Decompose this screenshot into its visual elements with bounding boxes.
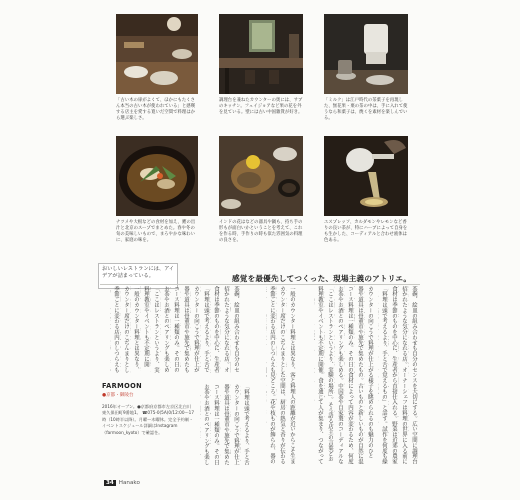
caption-3: 「ミルク」は江戸時代の茶菓子を再現した、無花果・栗の茶の中は、手に入れて使うなら和菓子は、焼くを素材を楽しんでいる。 bbox=[324, 98, 408, 121]
text-column: コース料理は一種類のみ。その日の食材によって内容が変わるため、何度 bbox=[347, 286, 353, 465]
text-column: 招かれたような気分になれる店。オ bbox=[223, 286, 229, 373]
caption-5: インドの花はなどの器具や鍋も、持ち手の形もが面白いかということを考えて、これを作る時、手作りの時も似た雰囲気の料理の良さを。 bbox=[219, 220, 303, 243]
text-column: カウンター席だけのこぢんまりとした空間は、厨房の熱気と香りが伝わる bbox=[279, 286, 285, 465]
text-column: お茶やお酒とのペアリングも楽しめ bbox=[163, 286, 169, 373]
text-column: 器や道具は骨董市や旅先で集めた bbox=[223, 384, 229, 465]
text-column: カウンターの向こうで料理が仕上 bbox=[233, 384, 239, 465]
shop-location: ●京都・御陵台 bbox=[102, 393, 134, 398]
text-column: コース料理は一種類のみ。その日の bbox=[173, 286, 179, 373]
text-column: 食材は季節のものを中心に、生産者 bbox=[213, 286, 219, 373]
page-folio bbox=[104, 480, 140, 486]
photo-teapot bbox=[324, 14, 408, 94]
text-column: 器や道具は骨董市や旅先で集めたもの。古いものと新しいものが自然に混 bbox=[357, 286, 363, 465]
text-column: 料理教室やイベントも不定期に開 bbox=[143, 286, 149, 367]
text-column: 料理教室やイベントも不定期に開催。食を通じて人が集まり、つながって bbox=[317, 286, 323, 465]
text-column: 茶碗、絵皿の組み合わせも自分のセ bbox=[233, 286, 239, 373]
text-column: カウンター席だけのこぢんまりとし bbox=[123, 286, 129, 373]
headline-rule bbox=[100, 284, 420, 285]
photo-dishes bbox=[219, 136, 303, 216]
photo-wooden-table bbox=[116, 14, 198, 94]
page-number: 34 bbox=[106, 480, 114, 486]
magazine-name: Hanako bbox=[118, 480, 140, 486]
caption-4: ナツメや大根などの食材を加え、鰹の出汁と北京のスープでまとめた。春や冬の旬の美味しいもので、まろやかな味わいに、家庭の味を。 bbox=[116, 220, 196, 243]
text-column: 茶碗、絵皿の組み合わせも自分のセンスを大切にする。広い空間に調理台 bbox=[411, 286, 417, 465]
text-column: 器や道具は骨董市や旅先で集めたも bbox=[183, 286, 189, 373]
photo-soup-bowl bbox=[116, 136, 198, 216]
shop-details: 2016年オープン。●京都府京都市左京区北白川東久保田町9番地1。 ☎075-0(5A)0/12:00〜17時（10時半以降）。月曜〜木曜休。完全予約制・イベントスケジュール詳細はInstagram（farmoon_kyoto）で確認を。 bbox=[102, 404, 194, 435]
tagline-box: おいしいレストランには、アイデアが詰まっている。 bbox=[98, 263, 178, 289]
text-column: カウンターの向こうで料理が仕上がる様子を眺められるのも魅力のひと bbox=[367, 286, 373, 459]
text-column: お茶やお酒とのペアリングも楽しめる。中国茶や自家製のコーディアルな bbox=[337, 286, 343, 465]
text-column: 「料理は頭で考えるより、手と舌 bbox=[243, 384, 249, 465]
text-column: 招かれたような気分になれる店。オーナーシェフは料理の世界に入る前に bbox=[401, 286, 407, 465]
text-column: 季節ごとに変わる店内のしつらえも見どころ。花や枝ものが飾られ、器の bbox=[269, 286, 275, 465]
text-column: コース料理は一種類のみ。その日 bbox=[213, 384, 219, 465]
text-column: 「ここはレストランというより、実 bbox=[153, 286, 159, 373]
text-column: お茶やお酒とのペアリングも楽し bbox=[203, 384, 209, 465]
article-headline: 感覚を最優先してつくった、現場主義のアトリエ。 bbox=[232, 274, 412, 283]
shop-name: FARMOON bbox=[102, 382, 143, 390]
text-column: 「ここはレストランというより、実験の場所」。そう語る店主の言葉どお bbox=[327, 286, 333, 462]
text-column: 「料理は頭で考えるより、手と舌で bbox=[203, 286, 209, 373]
text-column: 「料理は頭で考えるより、手と舌で覚えるもの」と話す。試作を何度も繰 bbox=[381, 286, 387, 465]
photo-counter bbox=[219, 14, 303, 94]
text-column: 食材は季節のものを中心に、生産者から直接仕入れる。野菜は近郊の農家 bbox=[391, 286, 397, 465]
caption-2: 調理台を兼ねたカウンターの奥には、サブのキッチン。フェイジョアなど果の花を外を見ている。壁には古い中国雑貨が好き。 bbox=[219, 98, 303, 115]
photo-tea-pour bbox=[324, 136, 408, 216]
caption-6: エスプレッソ、カルダモンやレモンなど香りの良い茶が、特にハーブによって自身をも生かした、コーディアルと合わせ液体は色ある。 bbox=[324, 220, 408, 243]
caption-1: 「古い木の扉がよくて、ほかにもたくさん本当の古い木が使われている」と感嘆する店主を愛する寛いだ空間で料理はから選ぶ楽しさ。 bbox=[116, 98, 196, 121]
text-column: 一般のカウンター料理とは異なり、客と料理人の距離が近いからこそ生ま bbox=[289, 286, 295, 465]
text-column: 季節ごとに変わる店内のしつらえも bbox=[113, 286, 119, 373]
text-column: 一般のカウンター料理とは異なり、 bbox=[133, 286, 139, 373]
text-column: カウンターの向こうで料理が仕上が bbox=[193, 286, 199, 373]
